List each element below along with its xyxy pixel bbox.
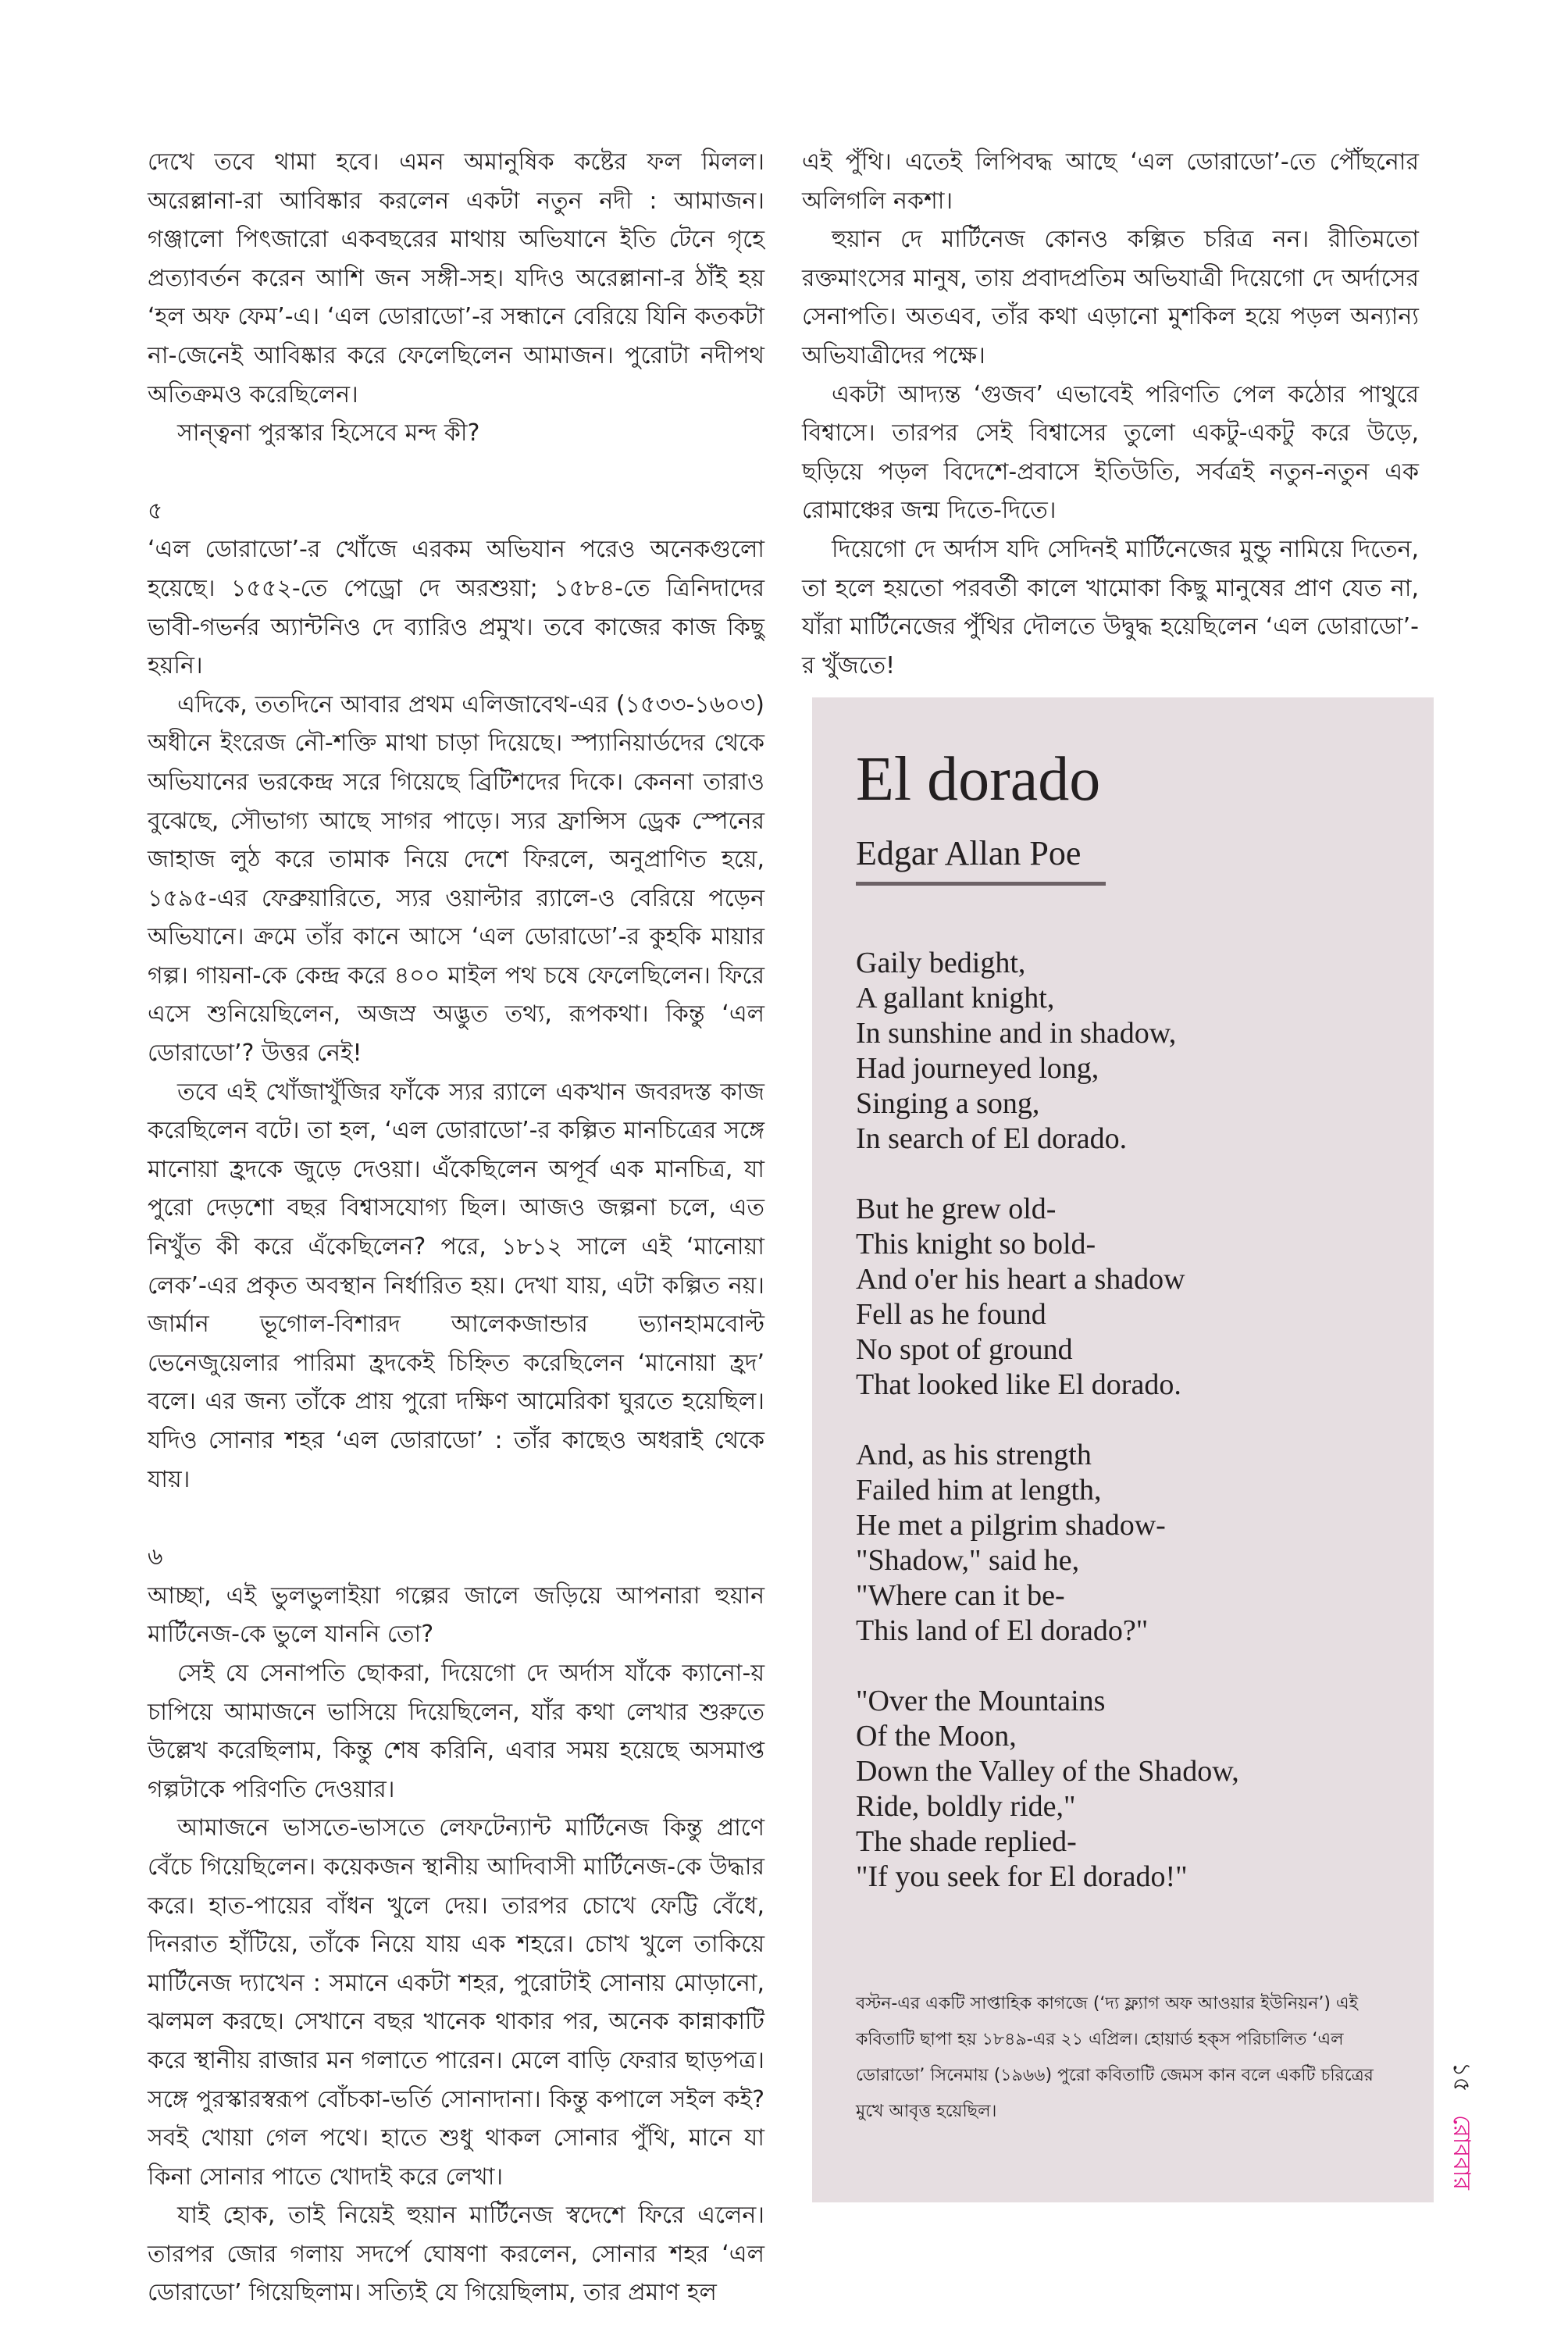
poem-stanza <box>856 1192 1418 1403</box>
author-underline-rule <box>856 882 1106 886</box>
paragraph: আচ্ছা, এই ভুলভুলাইয়া গল্পের জালে জড়িয়ে আপনারা হুয়ান মার্টিনেজ-কে ভুলে যাননি তো? <box>148 1582 764 1649</box>
poem-line: That looked like El dorado. <box>856 1368 1181 1401</box>
paragraph: যাই হোক, তাই নিয়েই হুয়ান মার্টিনেজ স্বদেশে ফিরে এলেন। তারপর জোর গলায় সদর্পে ঘোষণা করলেন, সোনার শহর ‘এল ডোরাডো’ গিয়েছিলাম। সত্যিই যে গিয়েছিলাম, তার প্রমাণ হল <box>148 2202 764 2307</box>
poem-line: "Over the Mountains <box>856 1685 1106 1717</box>
poem-stanza <box>856 1684 1418 1895</box>
poem-line: Down the Valley of the Shadow, <box>856 1755 1239 1788</box>
poem-line: "If you seek for El dorado!" <box>856 1860 1188 1893</box>
paragraph: দেখে তবে থামা হবে। এমন অমানুষিক কষ্টের ফল মিলল। অরেল্লানা-রা আবিষ্কার করলেন একটা নতুন নদী : আমাজন। গঞ্জালো পিৎজারো একবছরের মাথায় অভিযানে ইতি টেনে গৃহে প্রত্যাবর্তন করেন আশি জন সঙ্গী-সহ। যদিও অরেল্লানা-র ঠাঁই হয় ‘হল অফ ফেম’-এ। ‘এল ডোরাডো’-র সন্ধানে বেরিয়ে যিনি কতকটা না-জেনেই আবিষ্কার করে ফেলেছিলেন আমাজন। পুরোটা নদীপথ অতিক্রমও করেছিলেন। <box>148 148 764 408</box>
poem-author: Edgar Allan Poe <box>856 834 1082 872</box>
paragraph: তবে এই খোঁজাখুঁজির ফাঁকে স্যর র‌্যালে একখান জবরদস্ত কাজ করেছিলেন বটে। তা হল, ‘এল ডোরাডো’-র কল্পিত মানচিত্রের সঙ্গে মানোয়া হ্রদকে জুড়ে দেওয়া। এঁকেছিলেন অপূর্ব এক মানচিত্র, যা পুরো দেড়শো বছর বিশ্বাসযোগ্য ছিল। আজও জল্পনা চলে, এত নিখুঁত কী করে এঁকেছিলেন? পরে, ১৮১২ সালে এই ‘মানোয়া লেক’-এর প্রকৃত অবস্থান নির্ধারিত হয়। দেখা যায়, এটা কল্পিত নয়। জার্মান ভূগোল-বিশারদ আলেকজান্ডার ভ্যানহামবোল্ট ভেনেজুয়েলার পারিমা হ্রদকেই চিহ্নিত করেছিলেন ‘মানোয়া হ্রদ’ বলে। এর জন্য তাঁকে প্রায় পুরো দক্ষিণ আমেরিকা ঘুরতে হয়েছিল। যদিও সোনার শহর ‘এল ডোরাডো’ : তাঁর কাছেও অধরাই থেকে যায়। <box>148 1078 764 1493</box>
page-folio <box>1446 2062 1484 2218</box>
left-text-column <box>148 143 764 2313</box>
poem-line: "Where can it be- <box>856 1579 1065 1612</box>
section-number: ৫ <box>148 497 163 525</box>
poem-line: A gallant knight, <box>856 982 1055 1015</box>
page-number: ১৫ <box>1448 2062 1475 2092</box>
poem-line: He met a pilgrim shadow- <box>856 1509 1166 1542</box>
poem-line: Fell as he found <box>856 1298 1046 1331</box>
paragraph: এই পুঁথি। এতেই লিপিবদ্ধ আছে ‘এল ডোরাডো’-তে পৌঁছনোর অলিগলি নকশা। <box>802 148 1419 215</box>
poem-line: This knight so bold- <box>856 1228 1096 1261</box>
poem-stanza <box>856 1438 1418 1649</box>
paragraph: এদিকে, ততদিনে আবার প্রথম এলিজাবেথ-এর (১৫৩৩-১৬০৩) অধীনে ইংরেজ নৌ-শক্তি মাথা চাড়া দিয়েছে। স্প্যানিয়ার্ডদের থেকে অভিযানের ভরকেন্দ্র সরে গিয়েছে ব্রিটিশদের দিকে। কেননা তারাও বুঝেছে, সৌভাগ্য আছে সাগর পাড়ে। স্যর ফ্রান্সিস ড্রেক স্পেনের জাহাজ লুঠ করে তামাক নিয়ে দেশে ফিরলে, অনুপ্রাণিত হয়ে, ১৫৯৫-এর ফেব্রুয়ারিতে, স্যর ওয়াল্টার র‌্যালে-ও বেরিয়ে পড়েন অভিযানে। ক্রমে তাঁর কানে আসে ‘এল ডোরাডো’-র কুহকি মায়ার গল্প। গায়না-কে কেন্দ্র করে ৪০০ মাইল পথ চষে ফেলেছিলেন। ফিরে এসে শুনিয়েছিলেন, অজস্র অদ্ভুত তথ্য, রূপকথা। কিন্তু ‘এল ডোরাডো’? উত্তর নেই! <box>148 690 764 1068</box>
poem-line: This land of El dorado?" <box>856 1614 1149 1647</box>
poem-line: Failed him at length, <box>856 1474 1102 1507</box>
poem-line: And o'er his heart a shadow <box>856 1263 1185 1296</box>
poem-line: Singing a song, <box>856 1087 1040 1120</box>
poem-line: In sunshine and in shadow, <box>856 1017 1177 1050</box>
poem-title: El dorado <box>856 745 1101 814</box>
poem-line: No spot of ground <box>856 1333 1073 1366</box>
paragraph: সান্ত্বনা পুরস্কার হিসেবে মন্দ কী? <box>177 419 480 448</box>
section-number: ৬ <box>148 1543 163 1571</box>
paragraph: আমাজনে ভাসতে-ভাসতে লেফটেন্যান্ট মার্টিনেজ কিন্তু প্রাণে বেঁচে গিয়েছিলেন। কয়েকজন স্থানীয় আদিবাসী মার্টিনেজ-কে উদ্ধার করে। হাত-পায়ের বাঁধন খুলে দেয়। তারপর চোখে ফেট্টি বেঁধে, দিনরাত হাঁটিয়ে, তাঁকে নিয়ে যায় এক শহরে। চোখ খুলে তাকিয়ে মার্টিনেজ দ্যাখেন : সমানে একটা শহর, পুরোটাই সোনায় মোড়ানো, ঝলমল করছে। সেখানে বছর খানেক থাকার পর, অনেক কান্নাকাটি করে স্থানীয় রাজার মন গলাতে পারেন। মেলে বাড়ি ফেরার ছাড়পত্র। সঙ্গে পুরস্কারস্বরূপ বোঁচকা-ভর্তি সোনাদানা। কিন্তু কপালে সইল কই? সবই খোয়া গেল পথে। হাতে শুধু থাকল সোনার পুঁথি, মানে যা কিনা সোনার পাতে খোদাই করে লেখা। <box>148 1814 764 2191</box>
paragraph: সেই যে সেনাপতি ছোকরা, দিয়েগো দে অর্দাস যাঁকে ক্যানো-য় চাপিয়ে আমাজনে ভাসিয়ে দিয়েছিলেন, যাঁর কথা লেখার শুরুতে উল্লেখ করেছিলাম, কিন্তু শেষ করিনি, এবার সময় হয়েছে অসমাপ্ত গল্পটাকে পরিণতি দেওয়ার। <box>148 1659 764 1803</box>
paragraph: ‘এল ডোরাডো’-র খোঁজে এরকম অভিযান পরেও অনেকগুলো হয়েছে। ১৫৫২-তে পেড্রো দে অরশুয়া; ১৫৮৪-তে ত্রিনিদাদের ভাবী-গভর্নর অ্যান্টনিও দে ব্যারিও প্রমুখ। তবে কাজের কাজ কিছু হয়নি। <box>148 536 764 680</box>
publication-name: রোববার <box>1448 2115 1475 2190</box>
paragraph: হুয়ান দে মার্টিনেজ কোনও কল্পিত চরিত্র নন। রীতিমতো রক্তমাংসের মানুষ, তায় প্রবাদপ্রতিম অভিযাত্রী দিয়েগো দে অর্দাসের সেনাপতি। অতএব, তাঁর কথা এড়ানো মুশকিল হয়ে পড়ল অন্যান্য অভিযাত্রীদের পক্ষে। <box>802 226 1419 369</box>
poem-line: But he grew old- <box>856 1193 1057 1225</box>
poem-line: And, as his strength <box>856 1439 1092 1471</box>
poem-stanza <box>856 946 1418 1157</box>
poem-line: Of the Moon, <box>856 1720 1017 1753</box>
paragraph: দিয়েগো দে অর্দাস যদি সেদিনই মার্টিনেজের মুন্ডু নামিয়ে দিতেন, তা হলে হয়তো পরবর্তী কালে খামোকা কিছু মানুষের প্রাণ যেত না, যাঁরা মার্টিনেজের পুঁথির দৌলতে উদ্বুদ্ধ হয়েছিলেন ‘এল ডোরাডো’-র খুঁজতে! <box>802 535 1419 679</box>
poem-line: Gaily bedight, <box>856 947 1026 979</box>
paragraph: একটা আদ্যন্ত ‘গুজব’ এভাবেই পরিণতি পেল কঠোর পাথুরে বিশ্বাসে। তারপর সেই বিশ্বাসের তুলো একটু-একটু করে উড়ে, ছড়িয়ে পড়ল বিদেশে-প্রবাসে ইতিউতি, সর্বত্রই নতুন-নতুন এক রোমাঞ্চের জন্ম দিতে-দিতে। <box>802 380 1419 525</box>
poem-body <box>856 946 1418 1930</box>
poem-line: Ride, boldly ride," <box>856 1790 1076 1823</box>
poem-footnote: বস্টন-এর একটি সাপ্তাহিক কাগজে (‘দ্য ফ্ল্যাগ অফ আওয়ার ইউনিয়ন’) এই কবিতাটি ছাপা হয় ১৮৪৯-এর ২১ এপ্রিল। হোয়ার্ড হক্‌স পরিচালিত ‘এল ডোরাডো’ সিনেমায় (১৯৬৬) পুরো কবিতাটি জেমস কান বলে একটি চরিত্রের মুখে আবৃত্ত হয়েছিল। <box>856 1994 1374 2121</box>
poem-line: In search of El dorado. <box>856 1122 1128 1155</box>
poem-line: Had journeyed long, <box>856 1052 1099 1085</box>
right-text-column <box>802 143 1419 685</box>
poem-sidebar-box <box>812 697 1434 2202</box>
poem-line: The shade replied- <box>856 1825 1077 1858</box>
poem-line: "Shadow," said he, <box>856 1544 1080 1577</box>
